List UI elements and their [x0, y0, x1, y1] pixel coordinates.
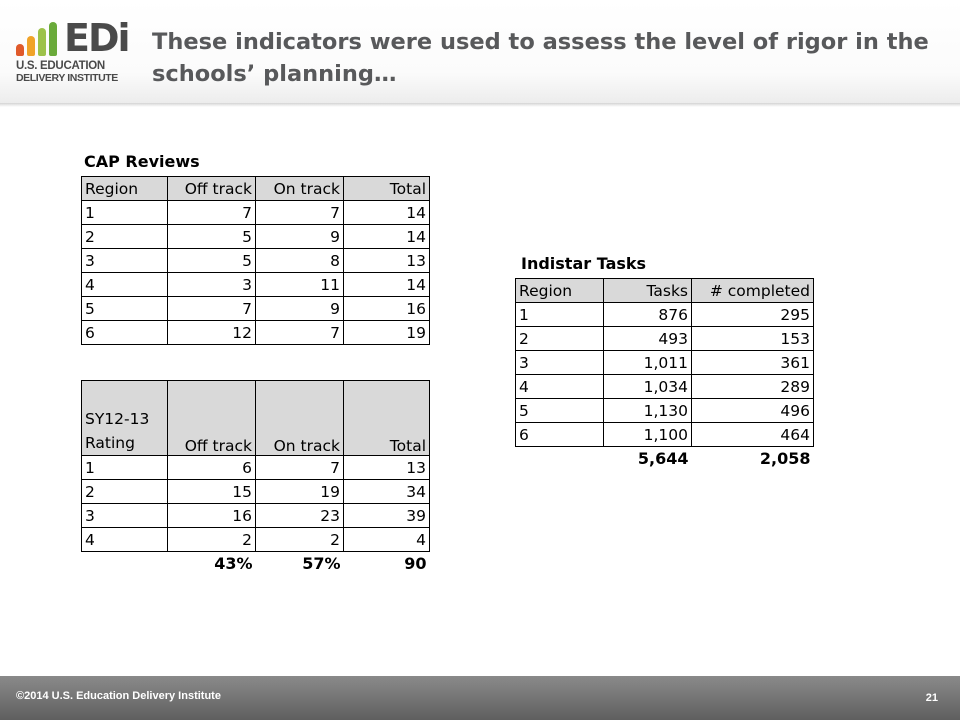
cap-reviews-title: CAP Reviews: [84, 152, 200, 171]
header-divider: [0, 103, 960, 107]
table-cell: 3: [82, 504, 168, 528]
column-header: SY12-13 Rating: [82, 381, 168, 456]
table-cell: 14: [344, 201, 430, 225]
page-number: 21: [925, 692, 938, 704]
table-cell: 6: [168, 456, 256, 480]
column-header: Total: [344, 381, 430, 456]
logo-mark: EDi: [64, 16, 129, 60]
table-cell: 13: [344, 456, 430, 480]
table-cell: 19: [344, 321, 430, 345]
table-row: [82, 528, 430, 552]
table-cell: 1,130: [604, 399, 692, 423]
table-row: [82, 504, 430, 528]
total-cell: 43%: [214, 554, 253, 573]
indistar-tasks-table: [515, 278, 814, 470]
table-cell: 7: [256, 321, 344, 345]
table-cell: 295: [692, 303, 814, 327]
slide-footer: [0, 676, 960, 720]
table-cell: 2: [82, 225, 168, 249]
table-header-row: [516, 279, 814, 303]
slide-header: [0, 0, 960, 104]
table-cell: 1: [82, 456, 168, 480]
table-row: [82, 249, 430, 273]
table-row: [516, 399, 814, 423]
table-header-row: [82, 381, 430, 456]
table-cell: 5: [82, 297, 168, 321]
table-cell: 9: [256, 297, 344, 321]
table-cell: 2: [168, 528, 256, 552]
column-header: Off track: [168, 381, 256, 456]
table-cell: 7: [168, 201, 256, 225]
table-cell: 16: [344, 297, 430, 321]
table-cell: 12: [168, 321, 256, 345]
table-row: [516, 423, 814, 447]
table-cell: 14: [344, 225, 430, 249]
table-cell: 4: [344, 528, 430, 552]
table-cell: 3: [168, 273, 256, 297]
table-row: [82, 201, 430, 225]
table-row: [82, 297, 430, 321]
footer-copyright: ©2014 U.S. Education Delivery Institute: [16, 690, 221, 702]
table-cell: 9: [256, 225, 344, 249]
sy-rating-table: [81, 380, 430, 575]
total-cell: 5,644: [637, 449, 689, 468]
table-row: [82, 321, 430, 345]
table-cell: 34: [344, 480, 430, 504]
table-cell: 6: [516, 423, 604, 447]
table-cell: 361: [692, 351, 814, 375]
table-cell: 1: [82, 201, 168, 225]
total-cell: 2,058: [759, 449, 811, 468]
table-cell: 16: [168, 504, 256, 528]
logo-text-line2: DELIVERY INSTITUTE: [16, 72, 118, 84]
total-cell: [82, 552, 168, 576]
table-cell: 2: [516, 327, 604, 351]
cap-reviews-table: [81, 176, 430, 345]
table-cell: 23: [256, 504, 344, 528]
table-cell: 2: [256, 528, 344, 552]
column-header: # completed: [692, 279, 814, 303]
table-cell: 1,011: [604, 351, 692, 375]
table-row: [516, 303, 814, 327]
table-cell: 3: [82, 249, 168, 273]
table-cell: 8: [256, 249, 344, 273]
table-cell: 153: [692, 327, 814, 351]
table-cell: 1,034: [604, 375, 692, 399]
table-cell: 3: [516, 351, 604, 375]
table-header-row: [82, 177, 430, 201]
table-cell: 493: [604, 327, 692, 351]
table-cell: 4: [82, 528, 168, 552]
table-cell: 5: [516, 399, 604, 423]
table-cell: 5: [168, 249, 256, 273]
table-cell: 2: [82, 480, 168, 504]
column-header: On track: [256, 177, 344, 201]
totals-row: [82, 552, 430, 576]
table-row: [516, 375, 814, 399]
table-cell: 39: [344, 504, 430, 528]
table-cell: 464: [692, 423, 814, 447]
table-cell: 13: [344, 249, 430, 273]
table-cell: 1,100: [604, 423, 692, 447]
total-cell: 90: [404, 554, 427, 573]
column-header: Off track: [168, 177, 256, 201]
indistar-tasks-title: Indistar Tasks: [521, 254, 647, 273]
table-row: [82, 273, 430, 297]
table-cell: 11: [256, 273, 344, 297]
table-row: [82, 225, 430, 249]
table-cell: 4: [516, 375, 604, 399]
table-row: [516, 351, 814, 375]
column-header: Tasks: [604, 279, 692, 303]
column-header: Region: [82, 177, 168, 201]
table-cell: 19: [256, 480, 344, 504]
table-cell: 7: [256, 456, 344, 480]
table-cell: 7: [256, 201, 344, 225]
totals-row: [516, 447, 814, 471]
table-row: [516, 327, 814, 351]
column-header: Region: [516, 279, 604, 303]
edi-logo: [14, 16, 129, 90]
table-row: [82, 456, 430, 480]
table-cell: 7: [168, 297, 256, 321]
table-cell: 5: [168, 225, 256, 249]
table-cell: 15: [168, 480, 256, 504]
logo-bars-icon: [14, 20, 64, 56]
column-header: Total: [344, 177, 430, 201]
table-cell: 496: [692, 399, 814, 423]
slide-title: These indicators were used to assess the level of rigor in the schools’ planning…: [152, 29, 929, 87]
table-cell: 6: [82, 321, 168, 345]
logo-text-line1: U.S. EDUCATION: [16, 60, 105, 72]
table-cell: 289: [692, 375, 814, 399]
table-row: [82, 480, 430, 504]
table-cell: 4: [82, 273, 168, 297]
total-cell: 57%: [302, 554, 341, 573]
column-header: On track: [256, 381, 344, 456]
table-cell: 876: [604, 303, 692, 327]
total-cell: [516, 447, 604, 471]
table-cell: 14: [344, 273, 430, 297]
table-cell: 1: [516, 303, 604, 327]
